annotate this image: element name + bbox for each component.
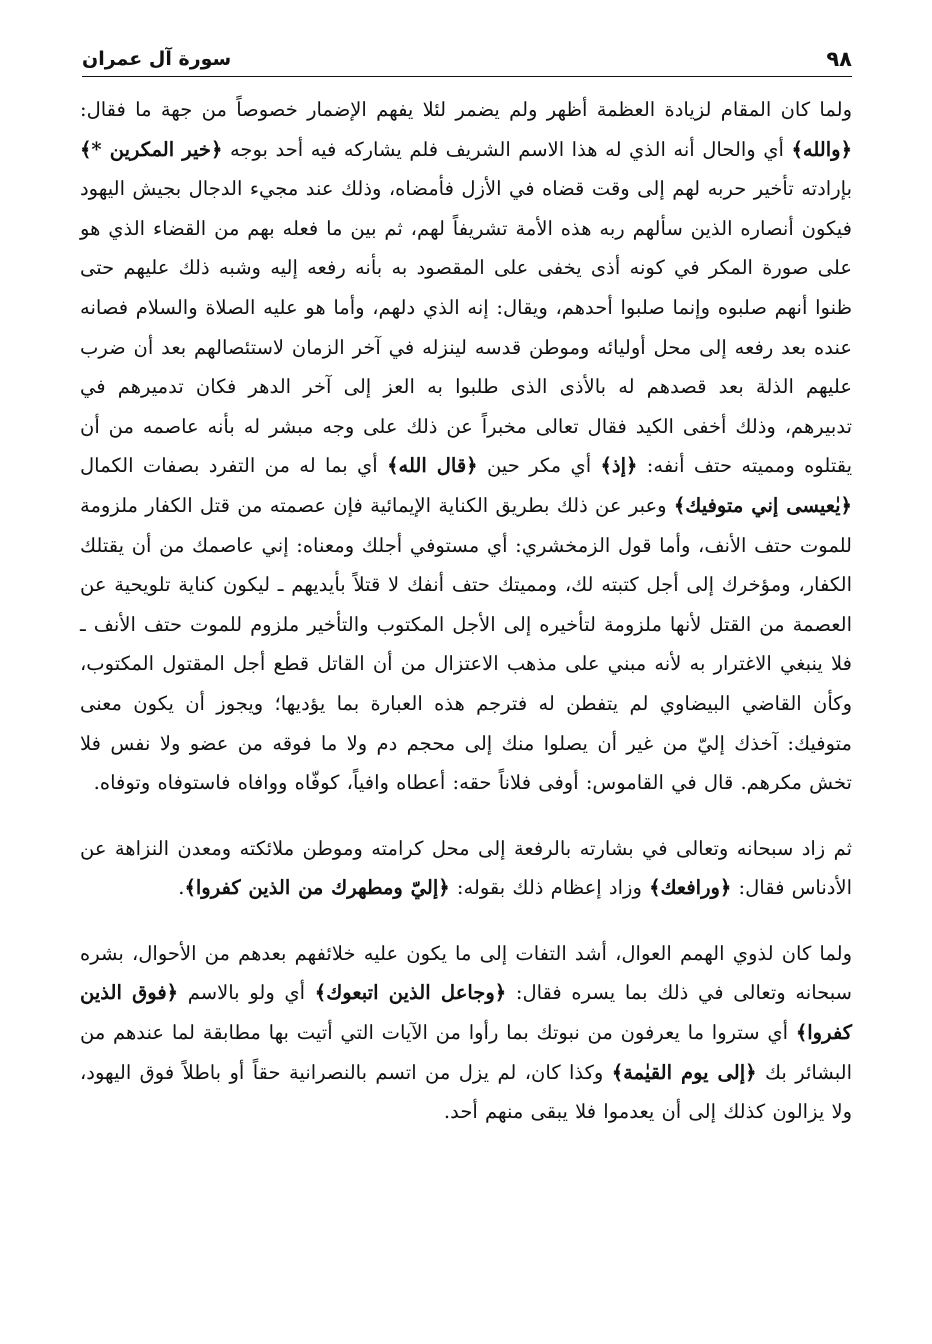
page-number: ٩٨	[826, 47, 852, 71]
text-run: ولما كان لذوي الهمم العوال، أشد التفات إلى ما يكون عليه خلائفهم بعدهم من الأحوال، بشره سبحانه وتعالى في ذلك بما يسره فقال:	[80, 941, 852, 1005]
text-run: ولما كان المقام لزيادة العظمة أظهر ولم يضمر لئلا يفهم الإضمار خصوصاً من جهة ما فقال:	[80, 98, 852, 121]
text-run: وزاد إعظام ذلك بقوله:	[449, 876, 650, 900]
quran-quote: ﴿إليّ ومطهرك من الذين كفروا﴾	[184, 876, 450, 900]
quran-quote: ﴿يٰعيسى إني متوفيك﴾	[673, 493, 852, 517]
text-run: أي مكر حين	[477, 454, 601, 478]
quran-quote: ﴿وجاعل الذين اتبعوك﴾	[314, 981, 507, 1005]
text-run: وكذا كان، لم يزل من اتسم بالنصرانية حقاً أو باطلاً فوق اليهود، ولا يزالون كذلك إلى أن يعدموا فلا يبقى منهم أحد.	[80, 1060, 852, 1124]
paragraph	[80, 934, 852, 1132]
running-title: سورة آل عمران	[82, 48, 232, 70]
quran-quote: ﴿إلى يوم القيٰمة﴾	[611, 1060, 757, 1084]
text-run: أي ولو بالاسم	[178, 981, 315, 1005]
text-run: ثم زاد سبحانه وتعالى في بشارته بالرفعة إلى محل كرامته وموطن ملائكته ومعدن النزاهة عن الأدناس فقال:	[80, 836, 852, 900]
page-body	[80, 90, 852, 1132]
text-run: .	[178, 876, 185, 900]
page-header	[82, 42, 852, 77]
quran-quote: ﴿إذ﴾	[600, 454, 638, 478]
text-run: بإرادته تأخير حربه لهم إلى وقت قضاه في الأزل فأمضاه، وذلك عند مجيء الدجال بجيش اليهود فيكون أنصاره الذين سألهم ربه هذه الأمة تشريفاً لهم، ثم بين ما فعله بهم من القضاء الذي هو على صورة المكر في كونه أذى يخفى على المقصود به بأنه رفعه إليه وشبه ذلك عليهم حتى ظنوا أنهم صلبوه وإنما صلبوا أحدهم، ويقال: إنه الذي دلهم، وأما هو عليه الصلاة والسلام فصانه عنده بعد رفعه إلى محل أوليائه وموطن قدسه لينزله في آخر الزمان لاستئصالهم بعد أن ضرب عليهم الذلة بعد قصدهم له بالأذى الذى طلبوا به العز إلى آخر الدهر فكان تدميرهم في تدبيرهم، وذلك أخفى الكيد فقال تعالى مخبراً عن ذلك على وجه مبشر له بأنه عاصمه من أن يقتلوه ومميته حتف أنفه:	[80, 177, 853, 478]
text-run: أي بما له من التفرد بصفات الكمال	[80, 454, 388, 478]
text-run: أي ستروا ما يعرفون من نبوتك بما رأوا من الآيات التي أتيت بها مطابقة لما عندهم من البشائر بك	[80, 1021, 853, 1084]
text-run: وعبر عن ذلك بطريق الكناية الإيمائية فإن عصمته من قتل الكفار ملزومة للموت حتف الأنف، وأما قول الزمخشري: أي مستوفي أجلك ومعناه: إني عاصمك من أن يقتلك الكفار، ومؤخرك إلى أجل كتبته لك، ومميتك حتف أنفك لا قتلاً بأيديهم ـ ليكون كناية تلويحية عن العصمة من القتل لأنها ملزومة لتأخيره إلى الأجل المكتوب والتأخير ملزوم للموت حتف الأنف ـ فلا ينبغي الاغترار به لأنه مبني على مذهب الاعتزال من أن القاتل قطع أجل المقتول المكتوب، وكأن القاضي البيضاوي لم يتفطن له فترجم هذه العبارة بما يؤديها؛ ويجوز أن يكون معنى متوفيك: آخذك إليّ من غير أن يصلوا منك إلى محجم دم ولا ما فوقه من عضو ولا نفس فلا تخش مكرهم. قال في القاموس: أوفى فلاناً حقه: أعطاه وافياً، كوفّاه ووافاه فاستوفاه وتوفاه.	[80, 493, 852, 795]
paragraph	[80, 829, 852, 908]
text-run: أي والحال أنه الذي له هذا الاسم الشريف فلم يشاركه فيه أحد بوجه	[222, 137, 792, 161]
quran-quote: ﴿فوق الذين كفروا﴾	[80, 981, 852, 1045]
quran-quote: ﴿خير المكرين *﴾	[80, 137, 223, 161]
paragraph	[80, 90, 852, 803]
quran-quote: ﴿والله﴾	[791, 137, 852, 161]
quran-quote: ﴿ورافعك﴾	[649, 876, 732, 900]
quran-quote: ﴿قال الله﴾	[387, 454, 478, 478]
